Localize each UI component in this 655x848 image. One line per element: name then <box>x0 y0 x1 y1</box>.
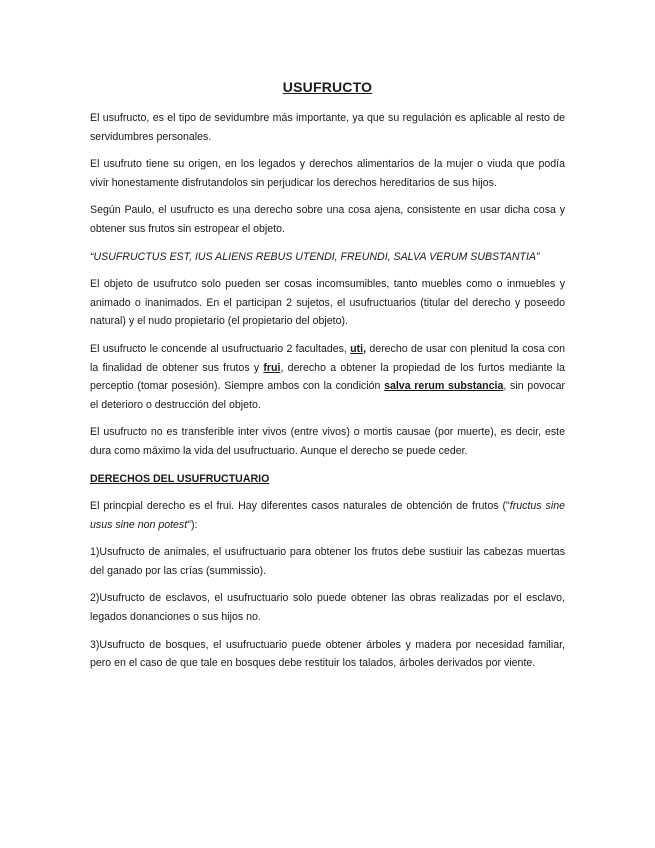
term-uti: uti, <box>350 342 367 355</box>
term-frui: frui <box>263 361 281 374</box>
latin-phrase: fructus sine usus sine non potest <box>90 500 565 531</box>
paragraph-faculties <box>90 340 565 414</box>
term-salva-rerum-substancia: salva rerum substancia <box>384 380 504 393</box>
document-title: USUFRUCTO <box>282 79 373 95</box>
text-fragment: derecho de usar con plenitud la cosa con la finalidad de obtener sus frutos y <box>90 342 565 374</box>
list-item-forests: 3)Usufructo de bosques, el usufructuario puede obtener árboles y madera por necesidad familiar, pero en el caso de que tale en bosques debe restituir los talados, árboles derivados por viente. <box>90 638 565 670</box>
paragraph-object: El objeto de usufrutco solo pueden ser cosas incomsumibles, tanto muebles como o inmuebles y animado o inanimados. En el participan 2 sujetos, el usufructuarios (titular del derecho y poseedo natural) y el nudo propietario (el propietario del objeto). <box>90 278 565 328</box>
text-fragment: El princpial derecho es el frui. Hay diferentes casos naturales de obtención de frutos (" <box>90 500 510 513</box>
text-fragment: "): <box>187 518 198 531</box>
latin-quote: “USUFRUCTUS EST, IUS ALIENS REBUS UTENDI, FREUNDI, SALVA VERUM SUBSTANTIA” <box>90 250 540 263</box>
text-fragment: , derecho a obtener la propiedad de los furtos mediante la perceptio (tomar posesión). Siempre ambos con la condición <box>90 361 565 393</box>
text-fragment: , sin povocar el deterioro o destrucción del objeto. <box>90 380 565 411</box>
paragraph-transfer: El usufructo no es transferible inter vivos (entre vivos) o mortis causae (por muerte), es decir, este dura como máximo la vida del usufructuario. Aunque el derecho se puede ceder. <box>90 426 565 457</box>
list-item-animals: 1)Usufructo de animales, el usufructuario para obtener los frutos debe sustiuir las cabezas muertas del ganado por las crías (summissio). <box>90 546 565 577</box>
list-item-slaves: 2)Usufructo de esclavos, el usufructuario solo puede obtener las obras realizadas por el esclavo, legados donanciones o sus hijos no. <box>90 592 565 624</box>
text-fragment: El usufructo le concende al usufructuario 2 facultades, <box>90 342 351 355</box>
section-heading-rights: DERECHOS DEL USUFRUCTUARIO <box>90 472 270 485</box>
paragraph-definition: El usufructo, es el tipo de sevidumbre más importante, ya que su regulación es aplicable al resto de servidumbres personales. <box>90 112 565 143</box>
document-body <box>90 78 565 682</box>
paragraph-paulo: Según Paulo, el usufructo es una derecho sobre una cosa ajena, consistente en usar dicha cosa y obtener sus frutos sin estropear el objeto. <box>90 204 565 235</box>
paragraph-origin: El usufruto tiene su origen, en los legados y derechos alimentarios de la mujer o viuda que podía vivir honestamente disfrutandolos sin perjudicar los derechos hereditarios de sus hijos. <box>90 158 565 189</box>
paragraph-frui <box>90 497 565 534</box>
